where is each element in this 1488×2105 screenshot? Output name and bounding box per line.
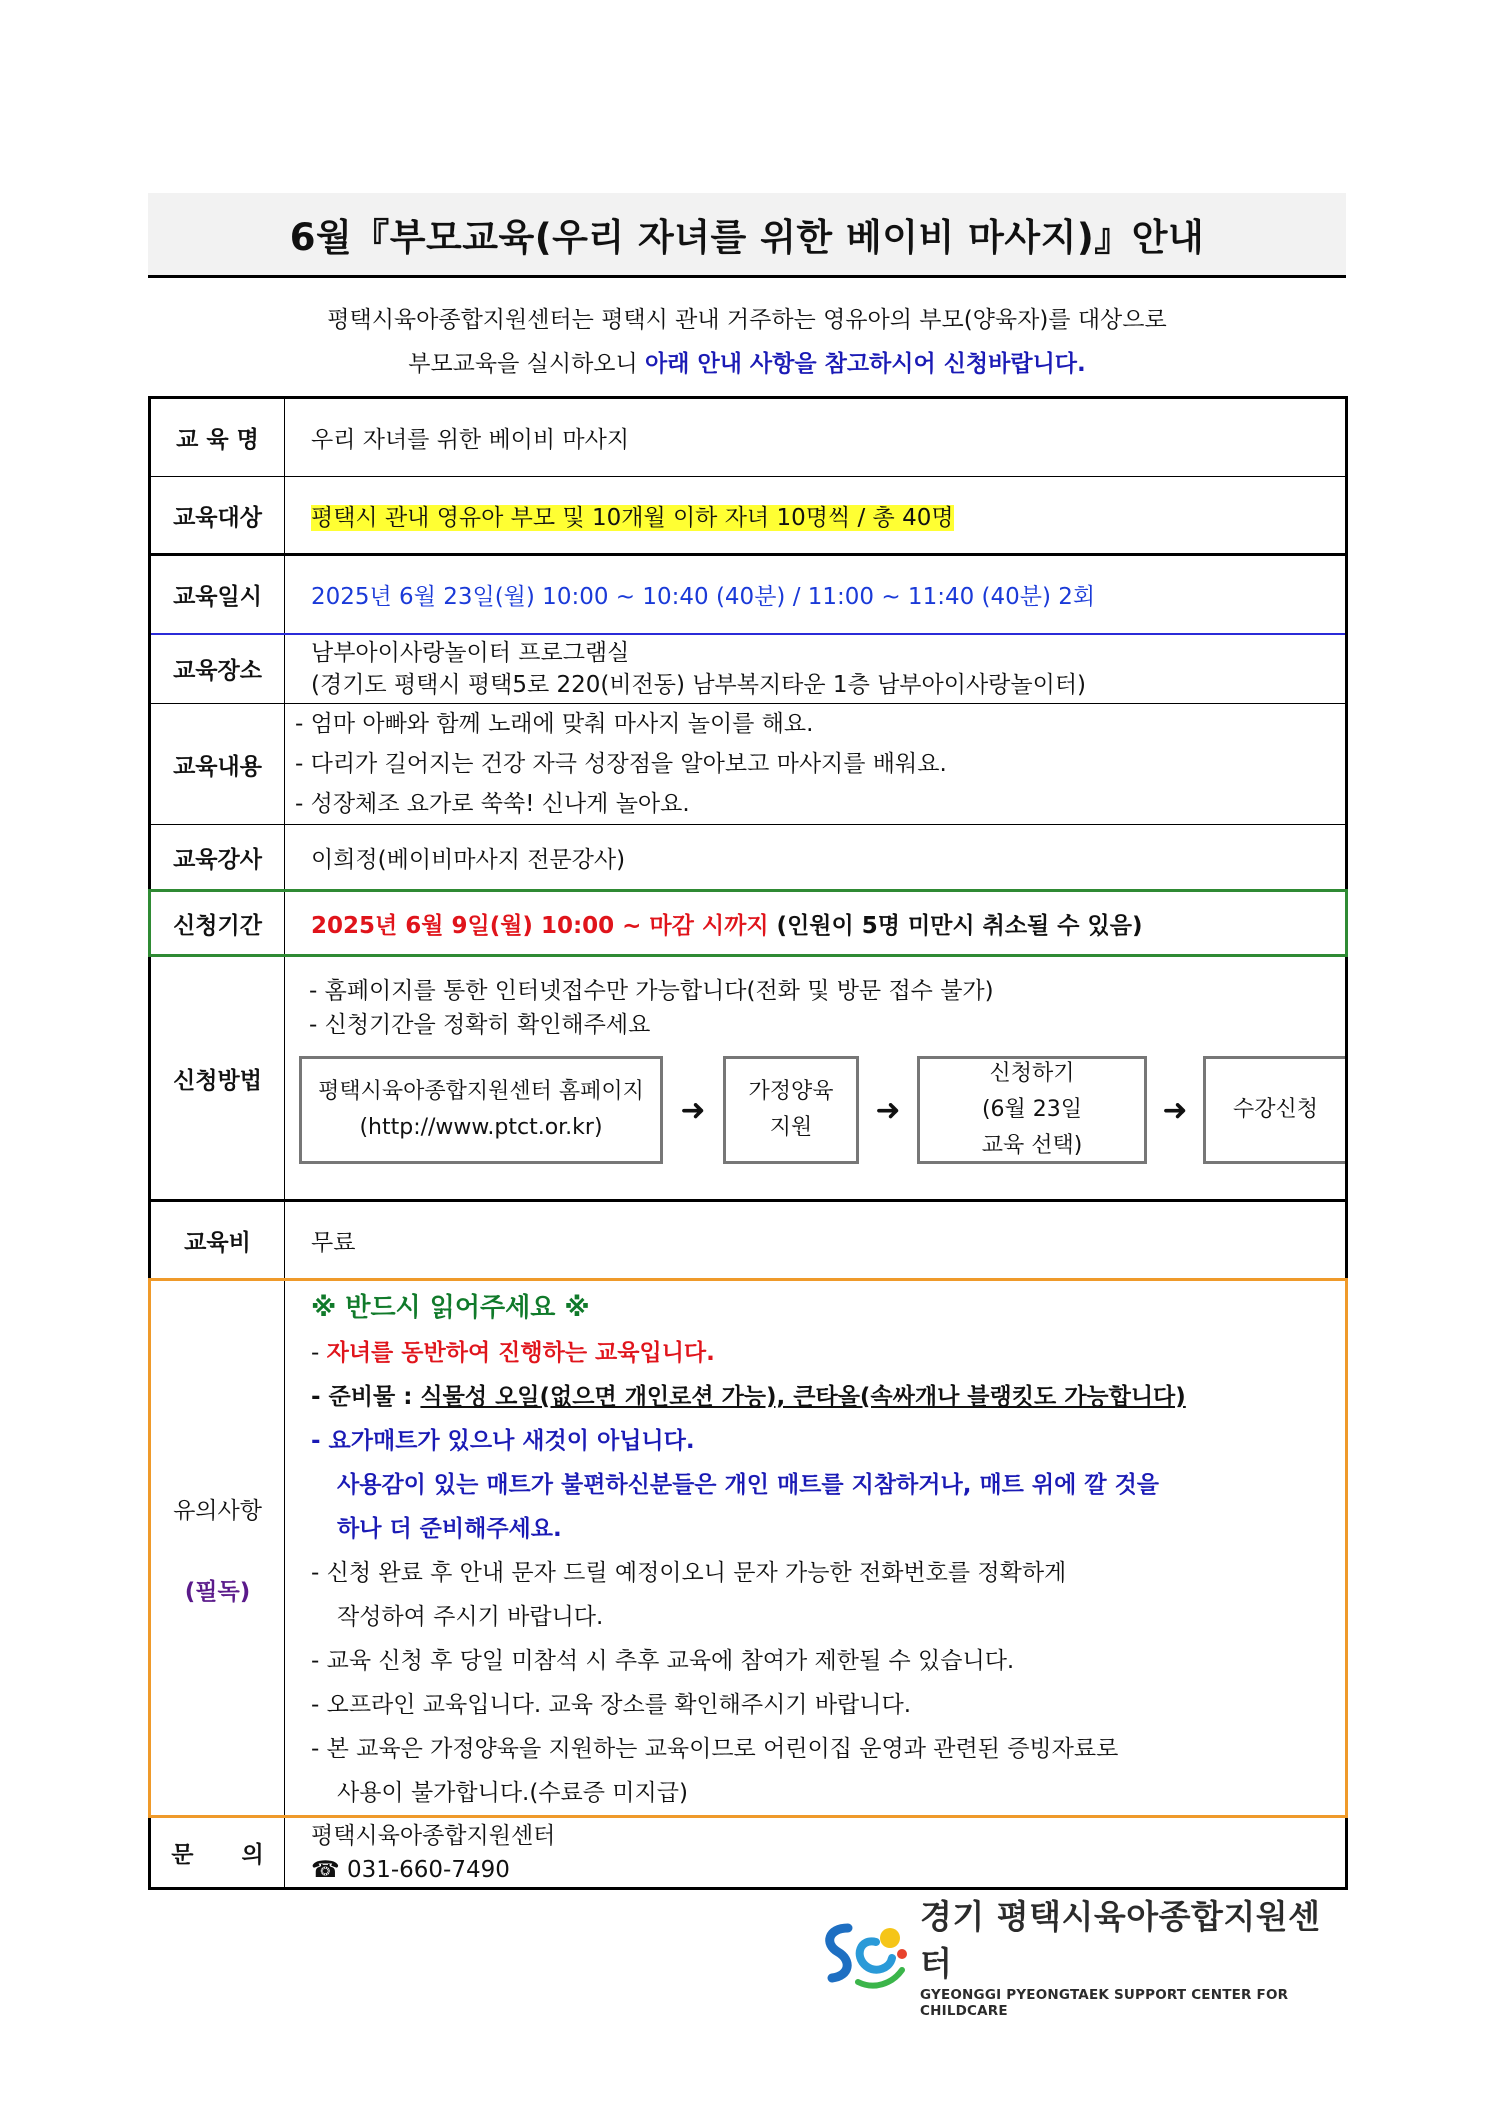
row-place: [150, 634, 1347, 704]
notice-line: - 본 교육은 가정양육을 지원하는 교육이므로 어린이집 운영과 관련된 증빙자료로: [311, 1736, 1119, 1762]
flow-step-home-care: 가정양육 지원: [723, 1056, 859, 1164]
flow-step-enroll: 수강신청: [1203, 1056, 1345, 1164]
row-period: [150, 891, 1347, 956]
row-method: [150, 956, 1347, 1201]
notice-line: - 자녀를 동반하여 진행하는 교육입니다.: [311, 1340, 715, 1366]
row-contact: [150, 1817, 1347, 1889]
row-instructor: [150, 825, 1347, 891]
content-item: - 엄마 아빠와 함께 노래에 맞춰 마사지 놀이를 해요.: [295, 711, 814, 737]
logo-korean-name: 경기 평택시육아종합지원센터: [920, 1897, 1321, 1983]
title-bar: [148, 193, 1346, 278]
method-note: - 신청기간을 정확히 확인해주세요: [309, 1012, 651, 1038]
info-table: [148, 396, 1348, 1890]
notice-line: - 준비물 : 식물성 오일(없으면 개인로션 가능), 큰타올(속싸개나 블랭킷도 가능합니다): [311, 1384, 1186, 1410]
notice-heading: ※ 반드시 읽어주세요 ※: [311, 1293, 590, 1323]
flow-step-apply: 신청하기 (6월 23일 교육 선택): [917, 1056, 1147, 1164]
value-target: 평택시 관내 영유아 부모 및 10개월 이하 자녀 10명씩 / 총 40명: [311, 504, 954, 531]
notice-line: - 오프라인 교육입니다. 교육 장소를 확인해주시기 바랍니다.: [311, 1692, 912, 1718]
row-fee: [150, 1201, 1347, 1280]
label-notice-required: (필독): [184, 1578, 251, 1605]
label-target: 교육대상: [150, 477, 285, 555]
value-place-1: 남부아이사랑놀이터 프로그램실: [311, 639, 630, 666]
notice-line: - 교육 신청 후 당일 미참석 시 추후 교육에 참여가 제한될 수 있습니다.: [311, 1648, 1015, 1674]
apply-flow: [299, 1056, 1345, 1164]
logo-english-name: GYEONGGI PYEONGTAEK SUPPORT CENTER FOR CHILDCARE: [920, 1987, 1289, 2019]
intro-line-2: [148, 342, 1346, 386]
notice-line: 작성하여 주시기 바랍니다.: [337, 1604, 604, 1630]
center-logo: [818, 1897, 1348, 2019]
label-fee: 교육비: [150, 1201, 285, 1280]
label-notice: 유의사항: [173, 1497, 262, 1524]
arrow-icon: ➜: [680, 1092, 706, 1128]
value-period: 2025년 6월 9일(월) 10:00 ~ 마감 시까지: [311, 912, 769, 939]
value-name: 우리 자녀를 위한 베이비 마사지: [285, 398, 1347, 477]
label-name: 교 육 명: [150, 398, 285, 477]
label-content: 교육내용: [150, 704, 285, 825]
notice-line: 사용이 불가합니다.(수료증 미지급): [337, 1780, 688, 1806]
content-item: - 다리가 길어지는 건강 자극 성장점을 알아보고 마사지를 배워요.: [295, 751, 947, 777]
contact-org: 평택시육아종합지원센터: [311, 1822, 556, 1849]
notice-line: - 신청 완료 후 안내 문자 드릴 예정이오니 문자 가능한 전화번호를 정확하게: [311, 1560, 1067, 1586]
label-method: 신청방법: [150, 956, 285, 1201]
method-note: - 홈페이지를 통한 인터넷접수만 가능합니다(전화 및 방문 접수 불가): [309, 978, 994, 1004]
label-period: 신청기간: [150, 891, 285, 956]
row-content: [150, 704, 1347, 825]
arrow-icon: ➜: [875, 1092, 901, 1128]
intro-line-2-plain: 부모교육을 실시하오니: [408, 351, 646, 377]
center-logo-icon: [818, 1920, 910, 1990]
value-fee: 무료: [285, 1201, 1347, 1280]
row-name: [150, 398, 1347, 477]
notice-line: - 요가매트가 있으나 새것이 아닙니다.: [311, 1428, 695, 1454]
intro-line-2-emphasis: 아래 안내 사항을 참고하시어 신청바랍니다.: [645, 351, 1086, 377]
flow-step-homepage: 평택시육아종합지원센터 홈페이지 (http://www.ptct.or.kr): [299, 1056, 663, 1164]
value-instructor: 이희정(베이비마사지 전문강사): [285, 825, 1347, 891]
label-date: 교육일시: [150, 555, 285, 634]
period-note: (인원이 5명 미만시 취소될 수 있음): [768, 912, 1143, 939]
contact-phone: ☎ 031-660-7490: [311, 1856, 510, 1883]
value-date: 2025년 6월 23일(월) 10:00 ~ 10:40 (40분) / 11:00 ~ 11:40 (40분) 2회: [285, 555, 1347, 634]
label-instructor: 교육강사: [150, 825, 285, 891]
row-notice: [150, 1280, 1347, 1817]
row-date: [150, 555, 1347, 634]
intro-line-1: 평택시육아종합지원센터는 평택시 관내 거주하는 영유아의 부모(양육자)를 대상으로: [327, 307, 1167, 333]
page-title: 6월『부모교육(우리 자녀를 위한 베이비 마사지)』안내: [289, 216, 1205, 259]
label-contact: 문 의: [150, 1817, 285, 1889]
notice-line: 하나 더 준비해주세요.: [337, 1516, 562, 1542]
notice-line: 사용감이 있는 매트가 불편하신분들은 개인 매트를 지참하거나, 매트 위에 깔 것을: [337, 1472, 1160, 1498]
value-place-2: (경기도 평택시 평택5로 220(비전동) 남부복지타운 1층 남부아이사랑놀이터): [311, 671, 1087, 698]
content-item: - 성장체조 요가로 쑥쑥! 신나게 놀아요.: [295, 791, 690, 817]
arrow-icon: ➜: [1162, 1092, 1188, 1128]
row-target: [150, 477, 1347, 555]
label-place: 교육장소: [150, 634, 285, 704]
intro-text: [148, 298, 1346, 386]
